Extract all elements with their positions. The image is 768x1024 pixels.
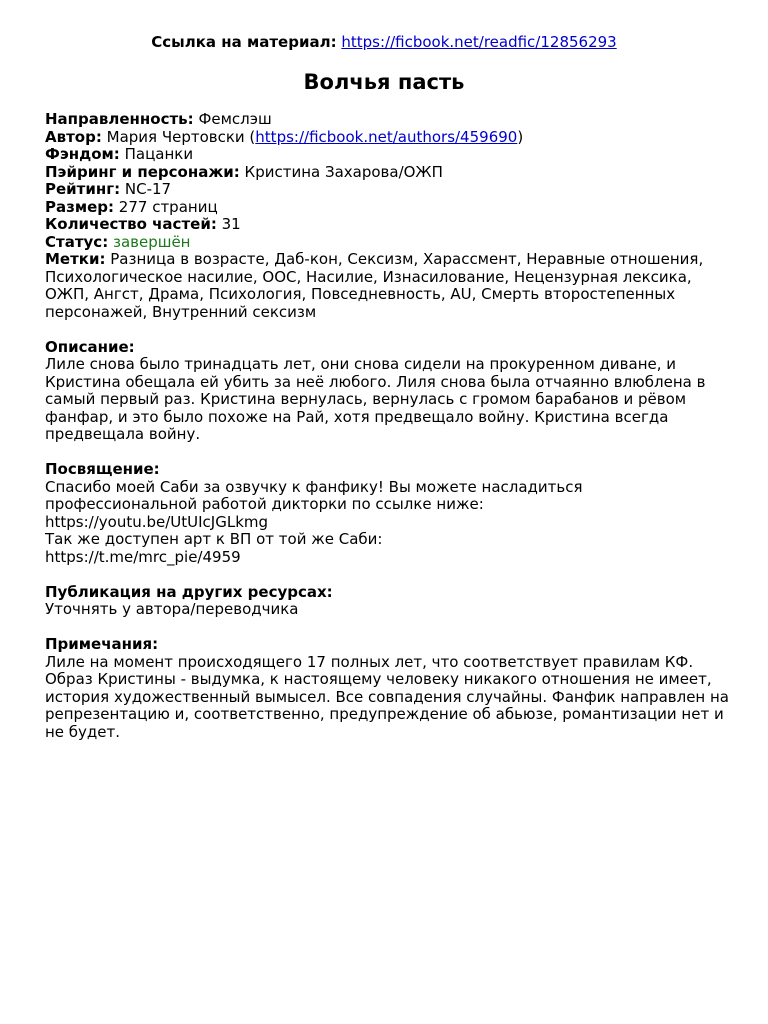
notes-text: Лиле на момент происходящего 17 полных лет, что соответствует правилам КФ. Образ Кристины - выдумка, к настоящему человеку никакого отношения не имеет, история художественный вымысел. Все совпадения случайны. Фанфик направлен на репрезентацию и, соответственно, предупреждение об абьюзе, романтизации нет и не будет. [45,652,729,741]
fandom-value: Пацанки [124,145,194,163]
tags-value: Разница в возрасте, Даб-кон, Сексизм, Харассмент, Неравные отношения, Психологическое насилие, ООС, Насилие, Изнасилование, Нецензурная лексика, ОЖП, Ангст, Драма, Психология, Повседневность, AU, Смерть второстепенных персонажей, Внутренний сексизм [45,250,704,321]
parts-label: Количество частей: [45,215,217,233]
parts-value: 31 [221,215,241,233]
author-link[interactable]: https://ficbook.net/authors/459690 [255,127,518,146]
meta-fandom [45,146,735,164]
document-body [45,111,735,741]
publication-heading: Публикация на других ресурсах: [45,582,333,601]
source-line [0,33,768,51]
meta-status [45,234,735,252]
size-label: Размер: [45,197,115,216]
meta-author [45,129,735,147]
direction-label: Направленность: [45,110,194,128]
dedication-link-2: https://t.me/mrc_pie/4959 [45,547,241,566]
status-value: завершён [112,232,191,251]
rating-label: Рейтинг: [45,180,121,198]
author-label: Автор: [45,127,102,146]
description-heading: Описание: [45,337,135,356]
publication-text: Уточнять у автора/переводчика [45,600,299,618]
pairing-label: Пэйринг и персонажи: [45,162,240,181]
author-close-paren: ) [517,127,524,146]
pairing-value: Кристина Захарова/ОЖП [244,162,443,181]
page-title: Волчья пасть [303,70,465,94]
source-label: Ссылка на материал: [151,33,337,51]
dedication-heading: Посвящение: [45,460,160,478]
dedication-link-1: https://youtu.be/UtUIcJGLkmg [45,512,269,531]
tags-label: Метки: [45,250,106,268]
description-section [45,339,735,444]
direction-value: Фемслэш [198,110,272,128]
source-link[interactable]: https://ficbook.net/readfic/12856293 [341,33,617,51]
notes-heading: Примечания: [45,635,159,653]
fandom-label: Фэндом: [45,145,120,163]
author-value: Мария Чертовски ( [106,127,256,146]
meta-direction [45,111,735,129]
meta-pairing [45,164,735,182]
dedication-text-1: Спасибо моей Саби за озвучку к фанфику! Вы можете насладиться профессиональной работой дикторки по ссылке ниже: [45,477,583,513]
meta-rating [45,181,735,199]
dedication-text-2: Так же доступен арт к ВП от той же Саби: [45,530,383,548]
status-label: Статус: [45,232,109,251]
meta-size [45,199,735,217]
dedication-section [45,461,735,566]
meta-parts [45,216,735,234]
publication-section [45,584,735,619]
rating-value: NC-17 [124,180,172,198]
size-value: 277 страниц [118,197,218,216]
description-text: Лиле снова было тринадцать лет, они снова сидели на прокуренном диване, и Кристина обещала ей убить за неё любого. Лиля снова была отчаянно влюблена в самый первый раз. Кристина вернулась, вернулась с громом барабанов и рёвом фанфар, и это было похоже на Рай, хотя предвещало войну. Кристина всегда предвещала войну. [45,355,706,443]
meta-tags [45,251,735,321]
notes-section [45,636,735,741]
